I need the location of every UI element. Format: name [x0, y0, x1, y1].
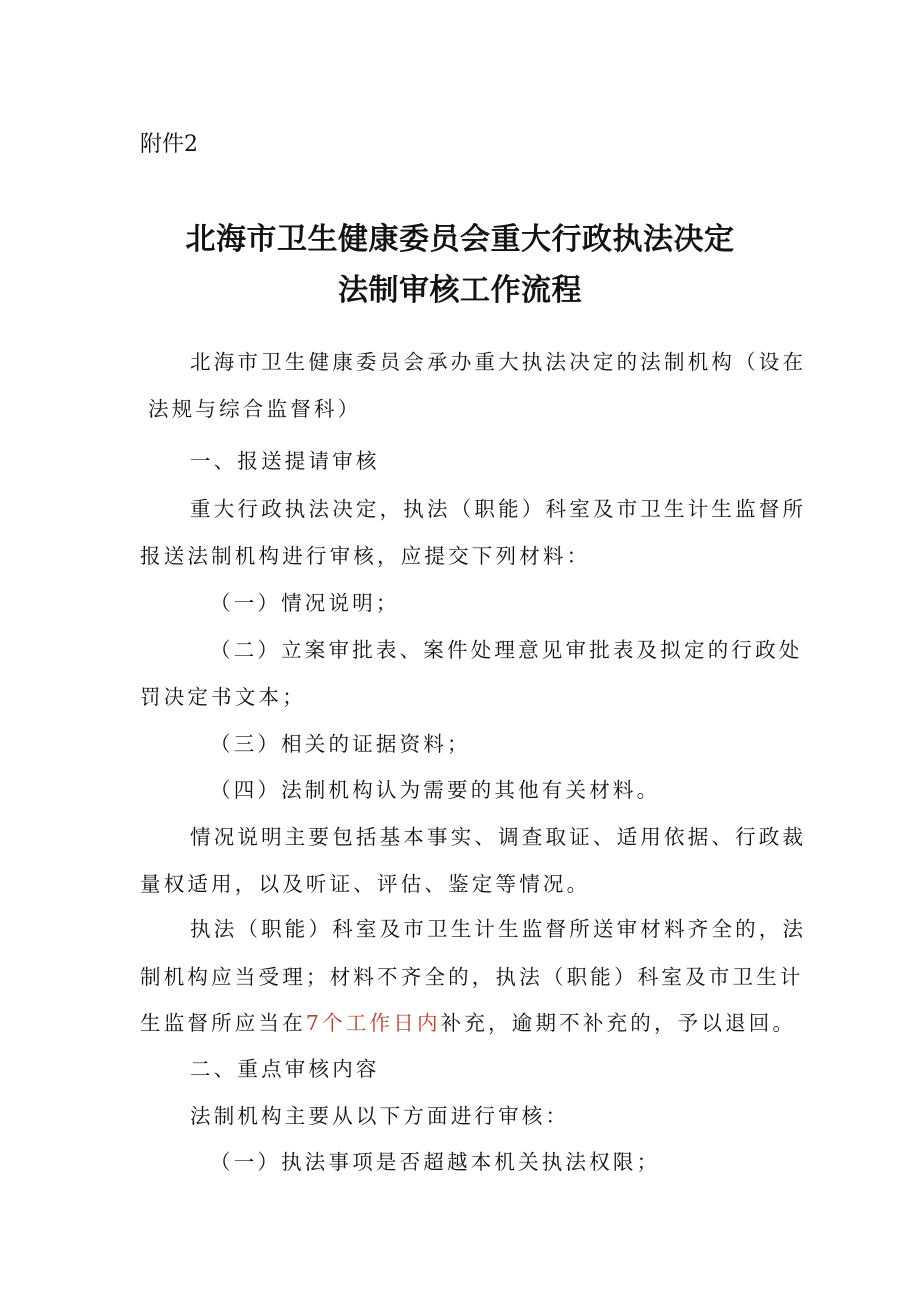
material-item-3: （三）相关的证据资料； [210, 732, 471, 756]
paragraph-1-line-1: 重大行政执法决定，执法（职能）科室及市卫生计生监督所 [190, 497, 807, 521]
section-1-heading: 一、报送提请审核 [190, 449, 380, 473]
paragraph-3-line-3-text: 生监督所应当在 [140, 1011, 306, 1035]
material-item-4: （四）法制机构认为需要的其他有关材料。 [210, 778, 661, 802]
paragraph-3-line-3 [140, 1008, 796, 1038]
intro-line-2: 法规与综合监督科） [148, 397, 362, 421]
material-item-1: （一）情况说明； [210, 591, 400, 615]
section-2-heading: 二、重点审核内容 [190, 1057, 380, 1081]
document-title-line-2: 法制审核工作流程 [338, 273, 582, 308]
intro-line-1: 北海市卫生健康委员会承办重大执法决定的法制机构（设在 [190, 350, 807, 374]
review-item-1: （一）执法事项是否超越本机关执法权限； [210, 1150, 661, 1174]
paragraph-2-line-1: 情况说明主要包括基本事实、调查取证、适用依据、行政裁 [190, 825, 807, 849]
material-item-2-line-1: （二）立案审批表、案件处理意见审批表及拟定的行政处 [210, 638, 803, 662]
paragraph-2-line-2: 量权适用，以及听证、评估、鉴定等情况。 [140, 872, 591, 896]
deadline-highlight: 7个工作日内 [305, 1011, 441, 1035]
paragraph-3-line-2: 制机构应当受理；材料不齐全的，执法（职能）科室及市卫生计 [140, 965, 804, 989]
paragraph-4: 法制机构主要从以下方面进行审核： [190, 1104, 570, 1128]
material-item-2-line-2: 罚决定书文本； [140, 685, 306, 709]
attachment-label: 附件2 [140, 132, 198, 157]
paragraph-3-line-3-text-end: 补充，逾期不补充的，予以退回。 [440, 1011, 797, 1035]
document-title-line-1: 北海市卫生健康委员会重大行政执法决定 [185, 222, 735, 257]
paragraph-3-line-1: 执法（职能）科室及市卫生计生监督所送审材料齐全的，法 [190, 917, 807, 941]
paragraph-1-line-2: 报送法制机构进行审核，应提交下列材料： [140, 544, 591, 568]
